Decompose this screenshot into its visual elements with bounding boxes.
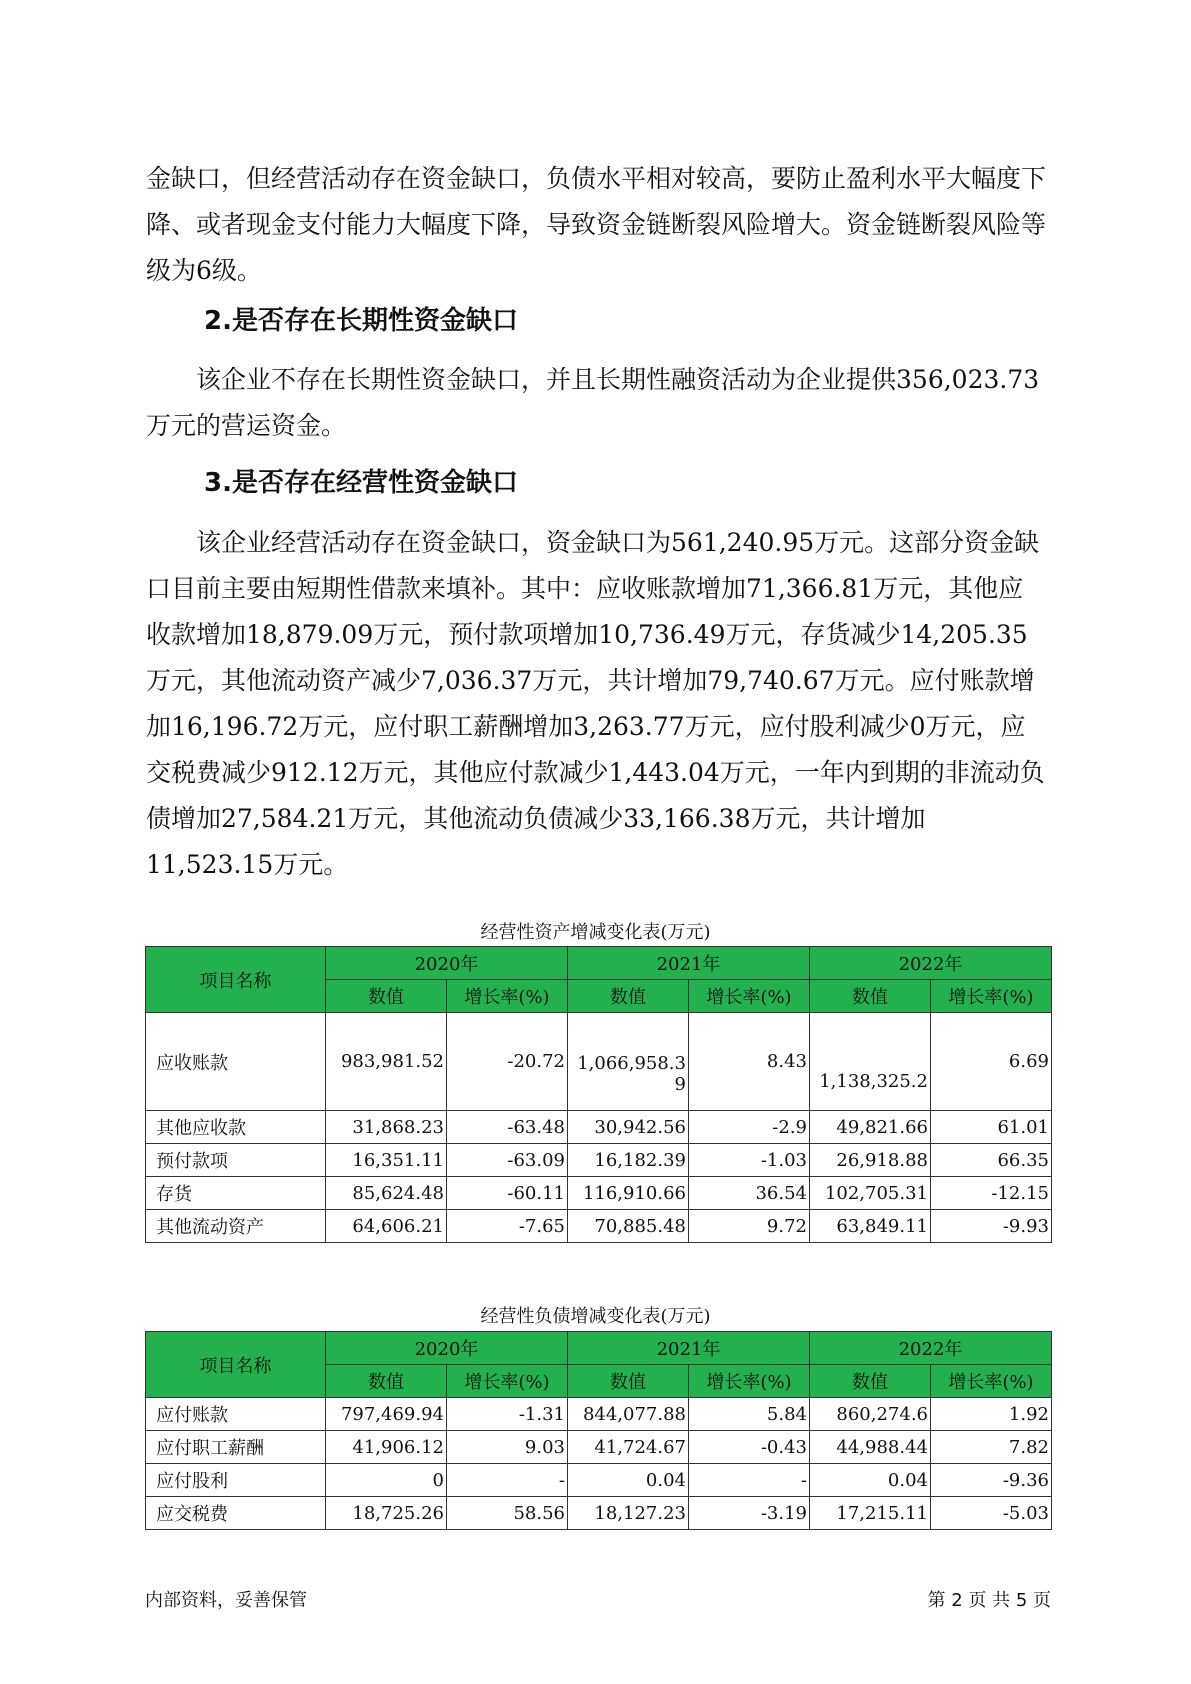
- cell-rate: -20.72: [447, 1013, 568, 1111]
- cell-value: 116,910.66: [568, 1177, 689, 1210]
- row-label: 应付股利: [146, 1464, 326, 1497]
- cell-rate: -1.03: [689, 1144, 810, 1177]
- table-row: [146, 1497, 1052, 1530]
- value-header: 数值: [810, 980, 931, 1013]
- cell-value: 31,868.23: [326, 1111, 447, 1144]
- cell-rate: 7.82: [931, 1431, 1052, 1464]
- value-header: 数值: [810, 1365, 931, 1398]
- cell-value: 63,849.11: [810, 1210, 931, 1243]
- table-row: [146, 1431, 1052, 1464]
- operating-assets-table: [145, 946, 1052, 1243]
- cell-rate: -63.48: [447, 1111, 568, 1144]
- year-header: 2020年: [326, 1332, 568, 1365]
- cell-value: 70,885.48: [568, 1210, 689, 1243]
- row-label: 预付款项: [146, 1144, 326, 1177]
- cell-rate: -63.09: [447, 1144, 568, 1177]
- cell-value: 16,351.11: [326, 1144, 447, 1177]
- cell-rate: 6.69: [931, 1013, 1052, 1111]
- cell-value: 17,215.11: [810, 1497, 931, 1530]
- item-name-header: 项目名称: [146, 947, 326, 1013]
- paragraph-operating-gap: 该企业经营活动存在资金缺口，资金缺口为561,240.95万元。这部分资金缺口目前主要由短期性借款来填补。其中：应收账款增加71,366.81万元，其他应收款增加18,879.09万元，预付款项增加10,736.49万元，存货减少14,205.35万元，其他流动资产减少7,036.37万元，共计增加79,740.67万元。应付账款增加16,196.72万元，应付职工薪酬增加3,263.77万元，应付股利减少0万元，应交税费减少912.12万元，其他应付款减少1,443.04万元，一年内到期的非流动负债增加27,584.21万元，其他流动负债减少33,166.38万元，共计增加11,523.15万元。: [146, 528, 1045, 879]
- cell-rate: 36.54: [689, 1177, 810, 1210]
- cell-value: 860,274.6: [810, 1398, 931, 1431]
- table-row: [146, 1210, 1052, 1243]
- row-label: 应收账款: [146, 1013, 326, 1111]
- cell-rate: -7.65: [447, 1210, 568, 1243]
- table1-caption: 经营性资产增减变化表(万元): [480, 922, 711, 943]
- row-label: 应付账款: [146, 1398, 326, 1431]
- paragraph-risk-summary: 金缺口，但经营活动存在资金缺口，负债水平相对较高，要防止盈利水平大幅度下降、或者现金支付能力大幅度下降，导致资金链断裂风险增大。资金链断裂风险等级为6级。: [146, 164, 1047, 285]
- year-header: 2022年: [810, 1332, 1052, 1365]
- cell-value: 16,182.39: [568, 1144, 689, 1177]
- footer-confidential-note: 内部资料，妥善保管: [145, 1590, 307, 1611]
- year-header: 2020年: [326, 947, 568, 980]
- cell-rate: -12.15: [931, 1177, 1052, 1210]
- cell-rate: -9.93: [931, 1210, 1052, 1243]
- cell-value: 18,127.23: [568, 1497, 689, 1530]
- cell-rate: -9.36: [931, 1464, 1052, 1497]
- table2-caption: 经营性负债增减变化表(万元): [480, 1306, 711, 1327]
- cell-rate: -: [689, 1464, 810, 1497]
- cell-rate: 8.43: [689, 1013, 810, 1111]
- table-row: [146, 1398, 1052, 1431]
- cell-rate: -3.19: [689, 1497, 810, 1530]
- table-row: [146, 1111, 1052, 1144]
- cell-value: 41,906.12: [326, 1431, 447, 1464]
- rate-header: 增长率(%): [931, 980, 1052, 1013]
- table-row: [146, 1144, 1052, 1177]
- cell-rate: 61.01: [931, 1111, 1052, 1144]
- cell-rate: 58.56: [447, 1497, 568, 1530]
- row-label: 其他流动资产: [146, 1210, 326, 1243]
- cell-value: 64,606.21: [326, 1210, 447, 1243]
- cell-value: 49,821.66: [810, 1111, 931, 1144]
- cell-rate: 5.84: [689, 1398, 810, 1431]
- rate-header: 增长率(%): [447, 980, 568, 1013]
- cell-value: 30,942.56: [568, 1111, 689, 1144]
- page-number: 第 2 页 共 5 页: [927, 1590, 1051, 1611]
- cell-value: 983,981.52: [326, 1013, 447, 1111]
- cell-value: 844,077.88: [568, 1398, 689, 1431]
- cell-rate: -: [447, 1464, 568, 1497]
- cell-value: 44,988.44: [810, 1431, 931, 1464]
- cell-rate: 1.92: [931, 1398, 1052, 1431]
- table-row: [146, 1013, 1052, 1111]
- cell-rate: 9.72: [689, 1210, 810, 1243]
- cell-value: 85,624.48: [326, 1177, 447, 1210]
- rate-header: 增长率(%): [931, 1365, 1052, 1398]
- cell-value: 41,724.67: [568, 1431, 689, 1464]
- cell-value: 0.04: [568, 1464, 689, 1497]
- row-label: 其他应收款: [146, 1111, 326, 1144]
- cell-rate: -1.31: [447, 1398, 568, 1431]
- row-label: 应交税费: [146, 1497, 326, 1530]
- operating-liabilities-table: [145, 1331, 1052, 1530]
- cell-value: 26,918.88: [810, 1144, 931, 1177]
- cell-value: 1,138,325.2: [810, 1013, 931, 1111]
- paragraph-long-term-gap: 该企业不存在长期性资金缺口，并且长期性融资活动为企业提供356,023.73万元的营运资金。: [146, 365, 1040, 440]
- item-name-header: 项目名称: [146, 1332, 326, 1398]
- year-header: 2021年: [568, 947, 810, 980]
- year-header: 2022年: [810, 947, 1052, 980]
- table-row: [146, 1464, 1052, 1497]
- cell-value: 0: [326, 1464, 447, 1497]
- cell-rate: -2.9: [689, 1111, 810, 1144]
- rate-header: 增长率(%): [689, 1365, 810, 1398]
- value-header: 数值: [326, 980, 447, 1013]
- cell-rate: -0.43: [689, 1431, 810, 1464]
- row-label: 存货: [146, 1177, 326, 1210]
- heading-operating-gap: 3.是否存在经营性资金缺口: [204, 468, 518, 498]
- rate-header: 增长率(%): [689, 980, 810, 1013]
- cell-value: 797,469.94: [326, 1398, 447, 1431]
- heading-long-term-gap: 2.是否存在长期性资金缺口: [204, 306, 518, 336]
- year-header: 2021年: [568, 1332, 810, 1365]
- cell-rate: 9.03: [447, 1431, 568, 1464]
- cell-rate: -60.11: [447, 1177, 568, 1210]
- table-row: [146, 1177, 1052, 1210]
- cell-value: 1,066,958.39: [568, 1013, 689, 1111]
- value-header: 数值: [568, 980, 689, 1013]
- cell-value: 0.04: [810, 1464, 931, 1497]
- row-label: 应付职工薪酬: [146, 1431, 326, 1464]
- value-header: 数值: [326, 1365, 447, 1398]
- cell-value: 18,725.26: [326, 1497, 447, 1530]
- cell-rate: 66.35: [931, 1144, 1052, 1177]
- rate-header: 增长率(%): [447, 1365, 568, 1398]
- cell-value: 102,705.31: [810, 1177, 931, 1210]
- cell-rate: -5.03: [931, 1497, 1052, 1530]
- value-header: 数值: [568, 1365, 689, 1398]
